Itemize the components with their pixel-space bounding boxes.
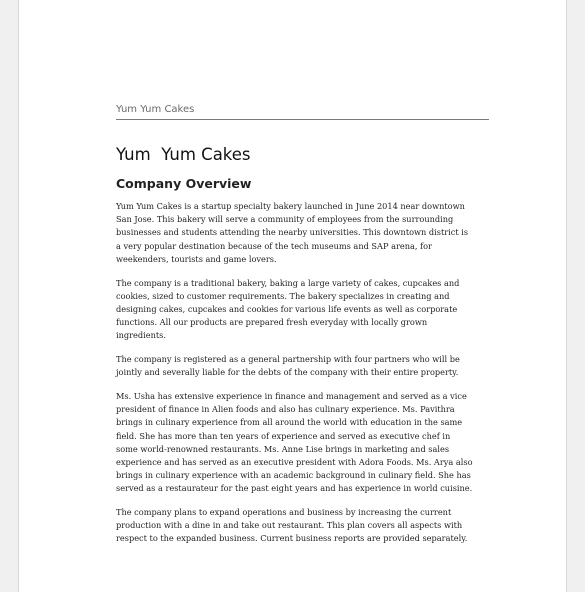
paragraph: The company is a traditional bakery, baking a large variety of cakes, cupcakes and cookies, sized to customer requirements. The bakery specializes in creating and designing cakes, cupcakes and cookies for various life events as well as corporate functions. All our products are prepared fresh everyday with locally grown ingredients. [116,277,460,341]
running-header: Yum Yum Cakes [116,104,195,115]
document-title: Yum Yum Cakes [116,145,251,164]
paragraph: Yum Yum Cakes is a startup specialty bakery launched in June 2014 near downtown San Jose. This bakery will serve a community of employees from the surrounding businesses and students attending the nearby universities. This downtown district is a very popular destination because of the tech museums and SAP arena, for weekenders, tourists and game lovers. [116,201,469,264]
header-divider [116,119,489,120]
document-body [116,200,474,556]
document-page [18,0,567,592]
section-heading: Company Overview [116,176,252,191]
paragraph: Ms. Usha has extensive experience in finance and management and served as a vice president of finance in Alien foods and also has culinary experience. Ms. Pavithra brings in culinary experience from all around the world with education in the same field. She has more than ten years of experience and served as executive chef in some world-renowned restaurants. Ms. Anne Lise brings in marketing and sales experience and has served as an executive president with Adora Foods. Ms. Arya also brings in culinary experience with an academic background in culinary field. She has served as a restaurateur for the past eight years and has experience in world cuisine. [116,390,473,494]
paragraph: The company plans to expand operations and business by increasing the current production with a dine in and take out restaurant. This plan covers all aspects with respect to the expanded business. Current business reports are provided separately. [116,507,468,544]
paragraph: The company is registered as a general partnership with four partners who will be jointly and severally liable for the debts of the company with their entire property. [116,354,460,378]
